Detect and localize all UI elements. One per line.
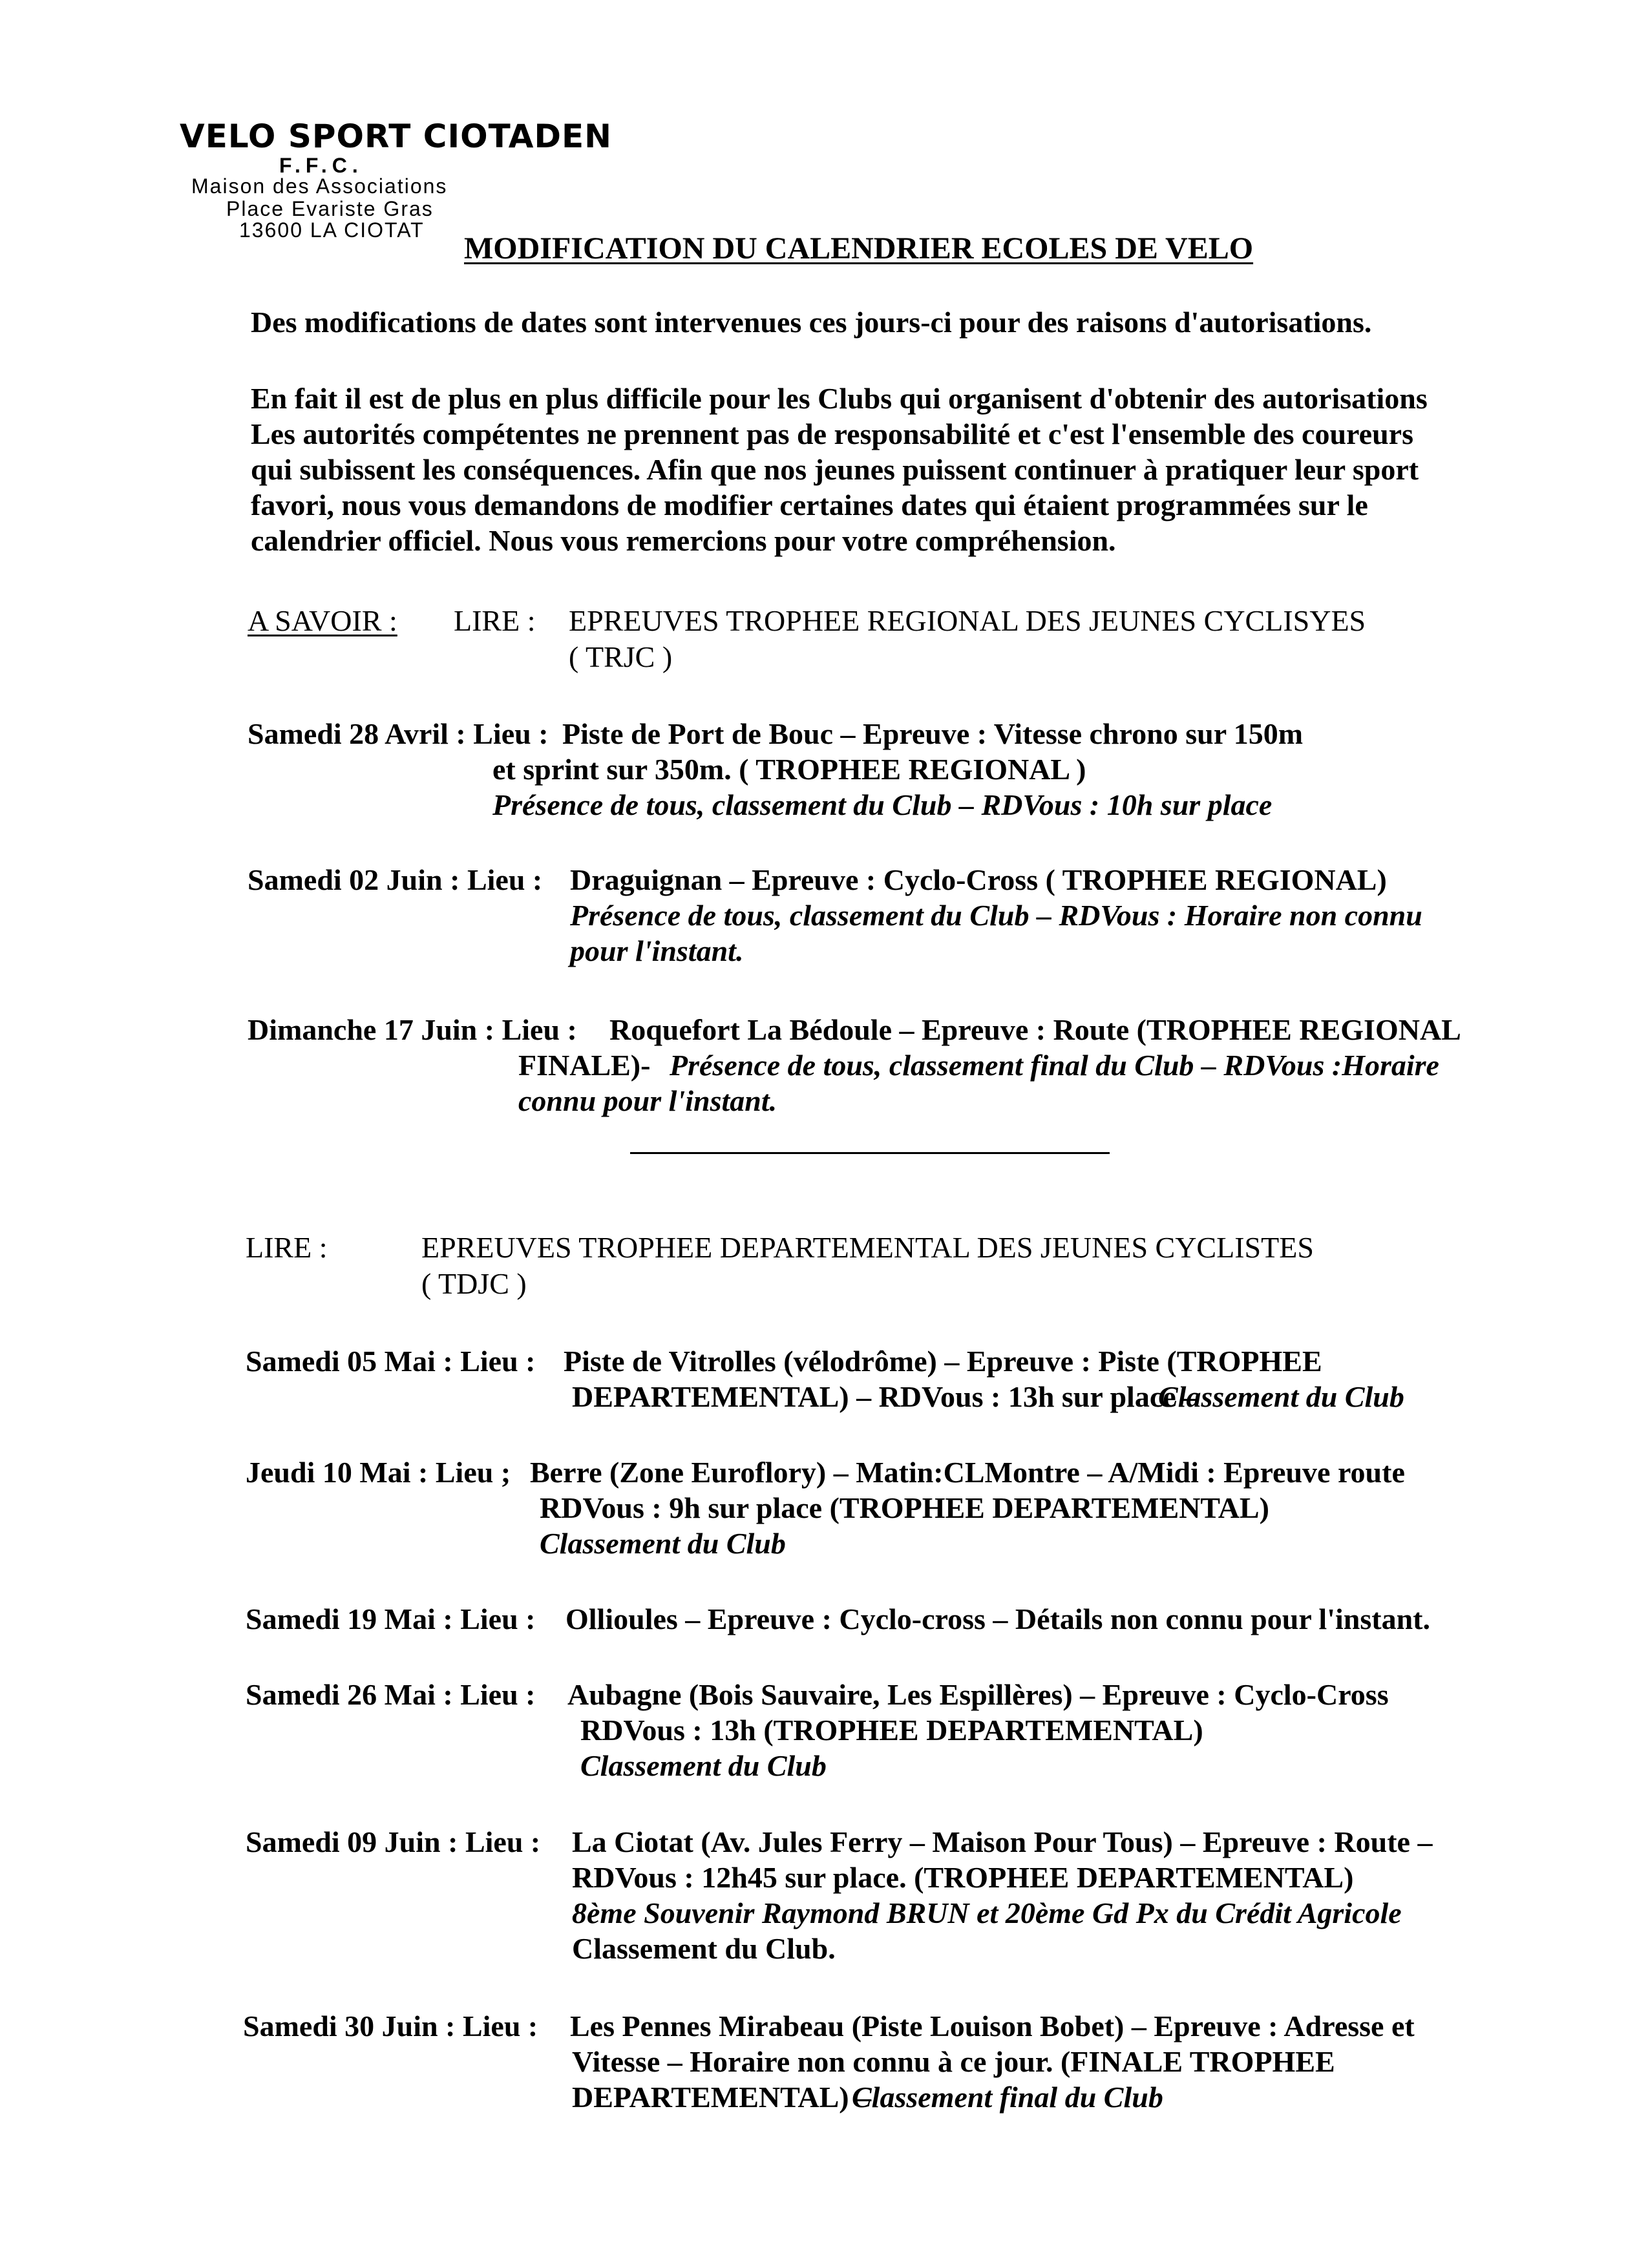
event-line: Aubagne (Bois Sauvaire, Les Espillères) – Epreuve : Cyclo-Cross	[567, 1678, 1389, 1711]
event-line: 8ème Souvenir Raymond BRUN et 20ème Gd Px du Crédit Agricole	[572, 1896, 1402, 1929]
intro-line: calendrier officiel. Nous vous remercions pour votre compréhension.	[251, 524, 1116, 557]
event-line: connu pour l'instant.	[518, 1084, 777, 1117]
section-divider	[630, 1152, 1110, 1154]
event-line: Draguignan – Epreuve : Cyclo-Cross ( TROPHEE REGIONAL)	[570, 863, 1387, 896]
intro-paragraph-1: Des modifications de dates sont intervenues ces jours-ci pour des raisons d'autorisations.	[251, 306, 1372, 339]
event-date: Jeudi 10 Mai : Lieu ;	[246, 1456, 511, 1489]
club-name: VELO SPORT CIOTADEN	[180, 118, 612, 155]
event-date: Samedi 05 Mai : Lieu :	[246, 1345, 536, 1378]
section1-label: A SAVOIR :	[248, 604, 397, 637]
event-line: Classement du Club.	[572, 1932, 836, 1965]
event-line: et sprint sur 350m. ( TROPHEE REGIONAL )	[492, 753, 1086, 786]
event-line: RDVous : 13h (TROPHEE DEPARTEMENTAL)	[580, 1714, 1203, 1747]
event-date: Samedi 26 Mai : Lieu :	[246, 1678, 536, 1711]
event-line: La Ciotat (Av. Jules Ferry – Maison Pour Tous) – Epreuve : Route –	[572, 1825, 1433, 1858]
event-line: Piste de Port de Bouc – Epreuve : Vitesse chrono sur 150m	[562, 717, 1304, 750]
event-line: Classement du Club	[580, 1749, 827, 1782]
event-date: Samedi 19 Mai : Lieu :	[246, 1602, 536, 1635]
address-line-2: Place Evariste Gras	[226, 197, 434, 220]
event-line: RDVous : 12h45 sur place. (TROPHEE DEPARTEMENTAL)	[572, 1861, 1354, 1894]
event-date: Dimanche 17 Juin : Lieu :	[248, 1013, 577, 1046]
event-date: Samedi 09 Juin : Lieu :	[246, 1825, 541, 1858]
event-date: Samedi 02 Juin : Lieu :	[248, 863, 543, 896]
event-line: Présence de tous, classement du Club – RDVous : Horaire non connu	[570, 899, 1422, 932]
section1-abbr: ( TRJC )	[569, 640, 673, 673]
event-line: Présence de tous, classement du Club – RDVous : 10h sur place	[492, 788, 1273, 821]
event-line: Berre (Zone Euroflory) – Matin:CLMontre – A/Midi : Epreuve route	[530, 1456, 1405, 1489]
event-line: Classement du Club	[1158, 1380, 1404, 1413]
event-line: FINALE)-	[518, 1049, 651, 1082]
event-line: RDVous : 9h sur place (TROPHEE DEPARTEMENTAL)	[540, 1491, 1269, 1524]
section2-read: LIRE :	[246, 1231, 328, 1264]
section2-abbr: ( TDJC )	[421, 1267, 527, 1300]
intro-line: favori, nous vous demandons de modifier certaines dates qui étaient programmées sur le	[251, 488, 1368, 521]
event-line: DEPARTEMENTAL) – RDVous : 13h sur place –	[572, 1380, 1199, 1413]
event-line: pour l'instant.	[570, 934, 744, 967]
intro-line: qui subissent les conséquences. Afin que nos jeunes puissent continuer à pratiquer leur sport	[251, 453, 1419, 486]
address-line-3: 13600 LA CIOTAT	[239, 218, 425, 242]
event-line: Classement du Club	[540, 1527, 786, 1560]
event-date: Samedi 30 Juin : Lieu :	[243, 2010, 538, 2042]
federation: F.F.C.	[279, 154, 363, 177]
event-line: Roquefort La Bédoule – Epreuve : Route (TROPHEE REGIONAL	[609, 1013, 1461, 1046]
event-line: Présence de tous, classement final du Club – RDVous :Horaire	[670, 1049, 1439, 1082]
event-line: Les Pennes Mirabeau (Piste Louison Bobet) – Epreuve : Adresse et	[570, 2010, 1415, 2042]
intro-line: En fait il est de plus en plus difficile pour les Clubs qui organisent d'obtenir des autorisations	[251, 382, 1428, 415]
address-line-1: Maison des Associations	[191, 174, 448, 198]
event-line: Vitesse – Horaire non connu à ce jour. (FINALE TROPHEE	[572, 2045, 1335, 2078]
section1-read: LIRE :	[454, 604, 536, 637]
event-line: DEPARTEMENTAL) –	[572, 2081, 872, 2114]
section1-title: EPREUVES TROPHEE REGIONAL DES JEUNES CYCLISYES	[569, 604, 1366, 637]
intro-line: Les autorités compétentes ne prennent pas de responsabilité et c'est l'ensemble des coureurs	[251, 417, 1413, 450]
section2-title: EPREUVES TROPHEE DEPARTEMENTAL DES JEUNES CYCLISTES	[421, 1231, 1314, 1264]
event-date: Samedi 28 Avril : Lieu :	[248, 717, 549, 750]
event-line: Classement final du Club	[852, 2081, 1163, 2114]
page-title: MODIFICATION DU CALENDRIER ECOLES DE VELO	[464, 231, 1254, 266]
event-line: Ollioules – Epreuve : Cyclo-cross – Détails non connu pour l'instant.	[565, 1602, 1430, 1635]
event-line: Piste de Vitrolles (vélodrôme) – Epreuve : Piste (TROPHEE	[564, 1345, 1322, 1378]
